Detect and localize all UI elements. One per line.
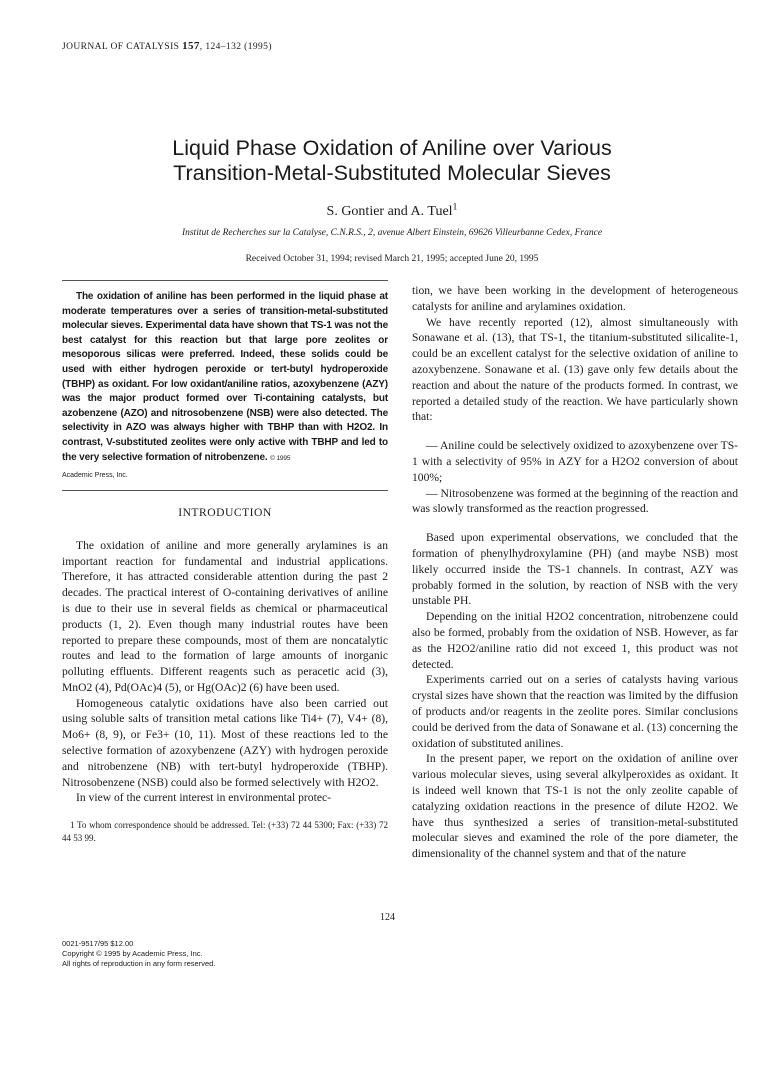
list-gap — [412, 425, 738, 438]
imprint-rights: All rights of reproduction in any form reserved. — [62, 959, 216, 968]
imprint-price: 0021-9517/95 $12.00 — [62, 939, 134, 948]
intro-paragraph-2: Homogeneous catalytic oxidations have also been carried out using soluble salts of transition metal cations like Ti4+ (7), V4+ (8), Mo6+ (8, 9), or Fe3+ (10, 11). Most of these reactions led to the selective formation of azoxybenzene (AZY) with hydrogen peroxide and nitrobenzene (NB) with tert-butyl hydroperoxide (TBHP). Nitrosobenzene (NSB) could also be formed selectively with H2O2. — [62, 696, 388, 789]
title-line-2: Transition-Metal-Substituted Molecular Sieves — [173, 161, 611, 185]
authors — [62, 201, 722, 220]
finding-item-2: — Nitrosobenzene was formed at the beginning of the reaction and was slowly transformed as the reaction progressed. — [412, 486, 738, 516]
right-paragraph-3: Based upon experimental observations, we concluded that the formation of phenylhydroxylamine (PH) (and maybe NSB) most likely occurred inside the TS-1 channels. In contrast, AZY was probably formed in the solution, by reaction of NSB with the very unstable PH. — [412, 531, 738, 608]
right-paragraph-2: We have recently reported (12), almost simultaneously with Sonawane et al. (13), that TS-1, the titanium-substituted silicalite-1, could be an excellent catalyst for the selective oxidation of aniline to azoxybenzene. Sonawane et al. (13) gave only few details about the reaction and about the nature of the products formed. In contrast, we reported a detailed study of the reaction. We have particularly shown that: — [412, 315, 738, 424]
journal-pages-year: , 124–132 (1995) — [199, 42, 272, 52]
journal-header — [62, 40, 272, 52]
title-line-1: Liquid Phase Oxidation of Aniline over Various — [172, 136, 612, 160]
imprint — [62, 939, 215, 969]
right-column — [412, 283, 738, 862]
abstract-text: The oxidation of aniline has been performed in the liquid phase at moderate temperatures over a series of transition-metal-substituted molecular sieves. Experimental data have shown that TS-1 was not the best catalyst for this reaction but that large pore zeolites or mesoporous silicas were preferred. Indeed, these solids could be used with either hydrogen peroxide or tert-butyl hydroperoxide (TBHP) as oxidant. For low oxidant/aniline ratios, azoxybenzene (AZY) was the major product formed over Ti-containing catalysts, but azobenzene (AZO) and nitrosobenzene (NSB) were also detected. The selectivity in AZO was always higher with TBHP than with H2O2. In contrast, V-substituted zeolites were only active with TBHP and led to the very selective formation of nitrobenzene. — [62, 291, 388, 463]
right-paragraph-4: Depending on the initial H2O2 concentration, nitrobenzene could also be formed, probably from the oxidation of NSB. However, as far as the H2O2/aniline ratio did not exceed 1, this product was not detected. — [412, 610, 738, 671]
title-block — [62, 136, 722, 264]
abstract-bottom-rule — [62, 490, 388, 491]
left-column — [62, 280, 388, 845]
received-dates: Received October 31, 1994; revised March 21, 1995; accepted June 20, 1995 — [245, 254, 539, 264]
intro-paragraph-1: The oxidation of aniline and more generally arylamines is an important reaction for fundamental and industrial applications. Therefore, it has attracted considerable attention during the past 2 decades. The practical interest of O-containing derivatives of aniline is due to their use in several fields as chemical or pharmaceutical products (1, 2). Even though many industrial routes have been reported to prepare these compounds, most of them are noncatalytic routes and lead to the formation of large amounts of inorganic polluting effluents. Different reagents such as peracetic acid (3), MnO2 (4), Pd(OAc)4 (5), or Hg(OAc)2 (6) have been used. — [62, 538, 388, 694]
abstract-top-rule — [62, 280, 388, 281]
correspondence-footnote: 1 To whom correspondence should be addressed. Tel: (+33) 72 44 5300; Fax: (+33) 72 44 53 99. — [62, 820, 388, 844]
author-names: S. Gontier and A. Tuel — [326, 204, 453, 219]
author-footnote-mark: 1 — [452, 201, 458, 213]
right-paragraph-6: In the present paper, we report on the oxidation of aniline over various molecular sieves, using several alkylperoxides as oxidant. It is indeed well known that TS-1 is not the only zeolite capable of catalyzing oxidation reactions in the presence of dilute H2O2. We have thus synthesized a series of transition-metal-substituted molecular sieves and examined the role of the pore diameter, the dimensionality of the channel system and that of the nature — [412, 752, 738, 861]
intro-paragraph-3: In view of the current interest in environmental protec- — [76, 791, 331, 805]
affiliation: Institut de Recherches sur la Catalyse, C.N.R.S., 2, avenue Albert Einstein, 69626 Villeurbanne Cedex, France — [181, 228, 603, 238]
article-title — [62, 136, 722, 186]
abstract-publisher: Academic Press, Inc. — [62, 472, 128, 480]
imprint-copyright: Copyright © 1995 by Academic Press, Inc. — [62, 949, 203, 958]
finding-item-1: — Aniline could be selectively oxidized to azoxybenzene over TS-1 with a selectivity of 95% in AZY for a H2O2 conversion of about 100%; — [412, 439, 738, 484]
abstract — [62, 290, 388, 466]
right-paragraph-1: tion, we have been working in the development of heterogeneous catalysts for aniline and arylamines oxidation. — [412, 284, 738, 313]
right-paragraph-5: Experiments carried out on a series of catalysts having various crystal sizes have shown that the reaction was limited by the diffusion of products and/or reagents in the zeolite pores. Similar conclusions could be derived from the data of Sonawane et al. (13) concerning the oxidation of substituted anilines. — [412, 673, 738, 750]
introduction-heading: INTRODUCTION — [178, 505, 272, 519]
page-number: 124 — [380, 912, 395, 923]
journal-name: JOURNAL OF CATALYSIS — [62, 42, 180, 52]
journal-volume: 157 — [182, 40, 200, 52]
abstract-copyright: © 1995 — [270, 454, 291, 462]
paragraph-gap — [412, 517, 738, 530]
